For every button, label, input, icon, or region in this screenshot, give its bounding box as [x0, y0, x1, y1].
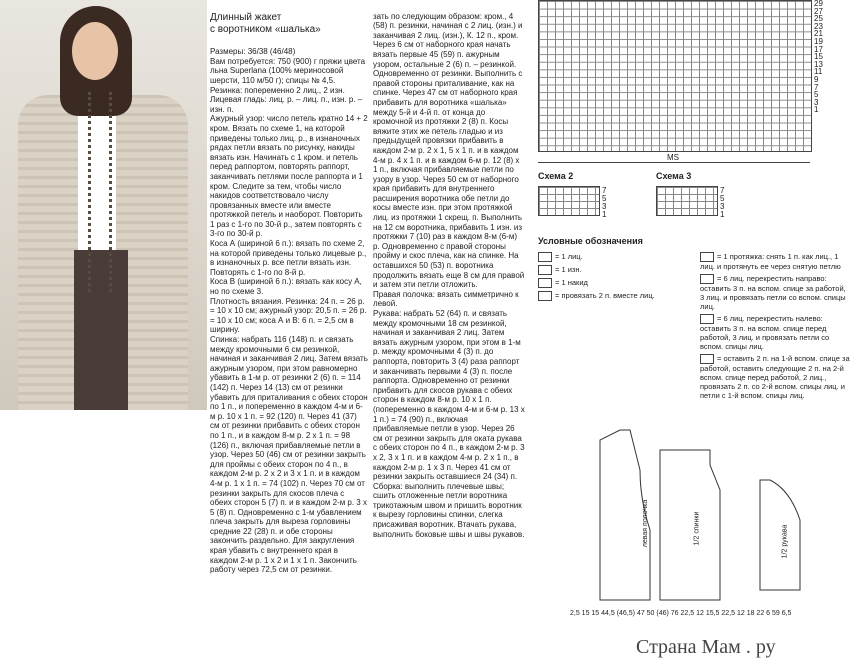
- legend-symbol-icon: [700, 354, 714, 364]
- site-watermark: Страна Мам . ру: [636, 636, 776, 658]
- legend-symbol-icon: [538, 291, 552, 301]
- pattern-measurements: 2,5 15 15 44,5 (46,5) 47 50 (46) 76 22,5 12 15,5 22,5 12 18 22 6 59 6,5: [570, 610, 792, 617]
- chart-row-number: 17: [814, 44, 823, 54]
- chart-row-number: 1: [814, 105, 819, 115]
- legend-symbol-icon: [538, 252, 552, 262]
- legend-symbol-icon: [538, 265, 552, 275]
- legend-text: = провязать 2 п. вместе лиц.: [555, 291, 655, 301]
- legend-symbol-icon: [700, 252, 714, 262]
- legend-item: [538, 252, 688, 262]
- label-left-front: левая полочка: [642, 499, 650, 548]
- legend-column-right: [700, 252, 850, 403]
- legend-item: [538, 278, 688, 288]
- chart-row-numbers: [814, 0, 844, 114]
- schema-3-row-number: 7: [720, 186, 725, 195]
- legend-text: = 1 накид: [555, 278, 588, 288]
- legend-item: [700, 354, 850, 400]
- chart-row-number: 9: [814, 74, 819, 84]
- legend-item: [700, 274, 850, 311]
- legend-text: = 6 лиц. перекрестить направо: оставить 3 п. на вспом. спице за работой, 3 лиц. и провязать петли со вспом. спицы лиц.: [700, 274, 846, 312]
- legend-text: = 1 протяжка: снять 1 п. как лиц., 1 лиц. и протянуть ее через снятую петлю: [700, 252, 841, 272]
- schema-3-title: Схема 3: [656, 171, 692, 181]
- face-shape: [72, 22, 118, 80]
- schema-2-row-number: 5: [602, 194, 607, 203]
- schema-3-row-number: 1: [720, 210, 725, 219]
- chart-row-number: 23: [814, 21, 823, 31]
- model-photo: [0, 0, 207, 410]
- legend-text: = оставить 2 п. на 1-й вспом. спице за работой, оставить следующие 2 п. на 2-й вспом. спице перед работой, 2 лиц., провязать 2 п. со 2-й вспом. спицы лиц. и петли с 1-й вспом. спицы лиц.: [700, 354, 850, 401]
- schema-3-row-number: 5: [720, 194, 725, 203]
- chart-row-number: 21: [814, 29, 823, 39]
- schema-3-row-number: 3: [720, 202, 725, 211]
- legend-symbol-icon: [538, 278, 552, 288]
- legend-item: [538, 291, 688, 301]
- legend-column-left: [538, 252, 688, 304]
- sleeve-outline: [760, 480, 800, 590]
- back-outline: [660, 450, 720, 600]
- chart-row-number: 29: [814, 0, 823, 8]
- garment-pattern-diagram: [570, 410, 820, 620]
- article-column-2: [373, 2, 525, 549]
- knitting-chart-1: [538, 0, 812, 152]
- chart-row-number: 5: [814, 90, 819, 100]
- legend-text: = 1 лиц.: [555, 252, 583, 261]
- chart-row-number: 15: [814, 52, 823, 62]
- chart-row-number: 25: [814, 14, 823, 24]
- chart-row-number: 27: [814, 6, 823, 16]
- legend-symbol-icon: [700, 314, 714, 324]
- legend-text: = 1 изн.: [555, 265, 582, 275]
- chart-ms-label: MS: [667, 153, 679, 162]
- necklace-shape: [88, 92, 112, 292]
- article-text-1: Размеры: 36/38 (46/48) Вам потребуется: 750 (900) г пряжи цвета льна Superlana (100% мериносовой шерсти, 110 м/50 г); спицы № 4,5. Резинка: попеременно 2 лиц., 2 изн. Лицевая гладь: лиц. р. – лиц. п., изн. р. – изн. п. Ажурный узор: число петель кратно 14 + 2 кром. Вязать по схеме 1, на которой приведены только лиц. р., в изнаночных рядах петли вязать по рисунку, накиды вязать изн. Начинать с 1 кром. и петель перед раппортом, повторять раппорт, заканчивать петлями после раппорта и 1 кром. Следите за тем, чтобы число накидов соответствовало числу провязанных вместе или вместе протяжкой петель и наоборот. Повторить 1 раз с 1-го по 30-й р., затем повторять с 3-го по 30-й р. Коса А (шириной 6 п.): вязать по схеме 2, на которой приведены только лицевые р., в изнаночных р. все петли вязать изн. Повторять с 1-го по 8-й р. Коса В (шириной 6 п.): вязать как косу А, но по схеме 3. Плотность вязания. Резинка: 24 п. = 26 р. = 10 х 10 см; ажурный узор: 20,5 п. = 26 р. = 10 х 10 см; коса А и В: 6 п. = 2,5 см в ширину. Спинка: набрать 116 (148) п. и связать между кромочными 6 см резинкой, начиная и заканчивая 2 лиц. Затем вязать ажурным узором, при этом равномерно убавить в 1-м р. от резинки 2 (6) п. = 114 (142) п. Через 14 (13) см от резинки убавить для приталивания с обеих сторон по 1 п., и попеременно в каждом 4-м и 6-м р. 10 х 1 п. = 92 (120) п. Через 41 (37) см от резинки прибавить с обеих сторон по 1 п., и в каждом 8-м р. 2 х 1 п. = 98 (126) п., включая прибавляемые петли в узор. Через 50 (46) см от резинки закрыть для проймы с обеих сторон по 4 п., в каждом 2-м р. 2 х 2 и 3 х 1 п. и в каждом 4-м р. 1 х 1 п. = 74 (102) п. Через 70 см от резинки закрыть для скосов плеча с обеих сторон 5 (7) п. и в каждом 2-м р. 3 х 5 (8) п. Одновременно с 1-м убавлением плеча закрыть для выреза горловины средние 22 (28) п. и обе стороны закончить раздельно. Для закругления края убавить с внутреннего края в каждом 2-м р. 1 х 2 и 1 х 1 п. Закончить работу через 72,5 см от резинки.: [210, 47, 368, 575]
- schema-2-title: Схема 2: [538, 171, 574, 181]
- schema-2-row-number: 7: [602, 186, 607, 195]
- label-back: 1/2 спинки: [693, 511, 701, 546]
- legend-item: [700, 252, 850, 271]
- legend-item: [538, 265, 688, 275]
- schema-2-row-numbers: [602, 187, 606, 219]
- schema-2-row-number: 1: [602, 210, 607, 219]
- article-column-1: [210, 2, 368, 584]
- schema-2-row-number: 3: [602, 202, 607, 211]
- legend-title: Условные обозначения: [538, 236, 643, 246]
- chart-row-number: 11: [814, 67, 823, 77]
- legend-text: = 6 лиц. перекрестить налево: оставить 3 п. на вспом. спице перед работой, 3 лиц. и провязать петли со вспом. спицы лиц.: [700, 314, 830, 352]
- schema-3-chart: [656, 186, 718, 216]
- chart-row-number: 19: [814, 36, 823, 46]
- schema-2-chart: [538, 186, 600, 216]
- chart-row-number: 7: [814, 82, 819, 92]
- chart-row-number: 13: [814, 59, 823, 69]
- article-title: Длинный жакет с воротником «шалька»: [210, 11, 321, 35]
- label-sleeve: 1/2 рукава: [781, 524, 789, 559]
- article-text-2: зать по следующим образом: кром., 4 (58) п. резинки, начиная с 2 лиц. (изн.) и заканчивая 2 лиц. (изн.), К. 12 п., кром. Через 6 см от наборного края начать вязать первые 45 (59) п. ажурным узором, остальные 2 (6) п. – резинкой. Одновременно от резинки. Выполнить с правой стороны приталивание, как на спинке. Через 47 см от наборного края прибавить для воротника «шалька» между 5-й и 4-й п. от конца до кромочной из протяжки 2 (8) п. Косы вяжите этих же петель гладью и из предыдущей провязки прибавить в каждом 2-м р. 2 х 1, 5 х 1 п. и в каждом 4-м р. 4 х 1 п. и в каждом 6-м р. 12 (8) х 1 п., включая прибавляемые петли по узору в узор. Через 50 см от наборного края прибавить для внутреннего расширения воротника обе петли до косы вместе изн. при этом протяжкой лиц. из протяжки 1 скрещ. п. Выполнить на 12 см воротника, прибавить 1 изн. из протяжки 7 (10) раз в каждом 8-м (6-м) р. Одновременно с правой стороны пройму и скос плеча, как на спинке. На оставшихся 50 (53) п. воротника продолжить вязать еще 8 см для правой и затем эти петли отложить. Правая полочка: вязать симметрично к левой. Рукава: набрать 52 (64) п. и связать между кромочными 18 см резинкой, начиная и заканчивая 2 лиц. Затем вязать ажурным узором, при этом в 1-м р. между кромочными 4 (3) п. до раппорта, повторить 3 (4) раза раппорт и заканчивать первыми 4 (3) п. после раппорта. Одновременно от резинки прибавить для скосов рукава с обеих сторон в каждом 8-м р. 10 х 1 п. (попеременно в каждом 4-м и 6-м р. 13 х 1 п.) = 74 (90) п., включая прибавляемые петли в узор. Через 26 см от резинки закрыть для оката рукава с обеих сторон по 4 п., в каждом 2-м р. 3 х 2, 3 х 1 п. и в каждом 4-м р. 2 х 1 п., в каждом 2-м р. 1 х 3 п. Через 41 см от резинки закрыть оставшиеся 24 (34) п. Сборка: выполнить плечевые швы; сшить отложенные петли воротника трикотажным швом и пришить воротник к вырезу горловины спинки, слегка присаживая воротник. Втачать рукава, выполнить боковые швы и швы рукавов.: [373, 11, 525, 539]
- schema-3-row-numbers: [720, 187, 724, 219]
- chart-row-number: 3: [814, 97, 819, 107]
- legend-symbol-icon: [700, 274, 714, 284]
- legend-item: [700, 314, 850, 351]
